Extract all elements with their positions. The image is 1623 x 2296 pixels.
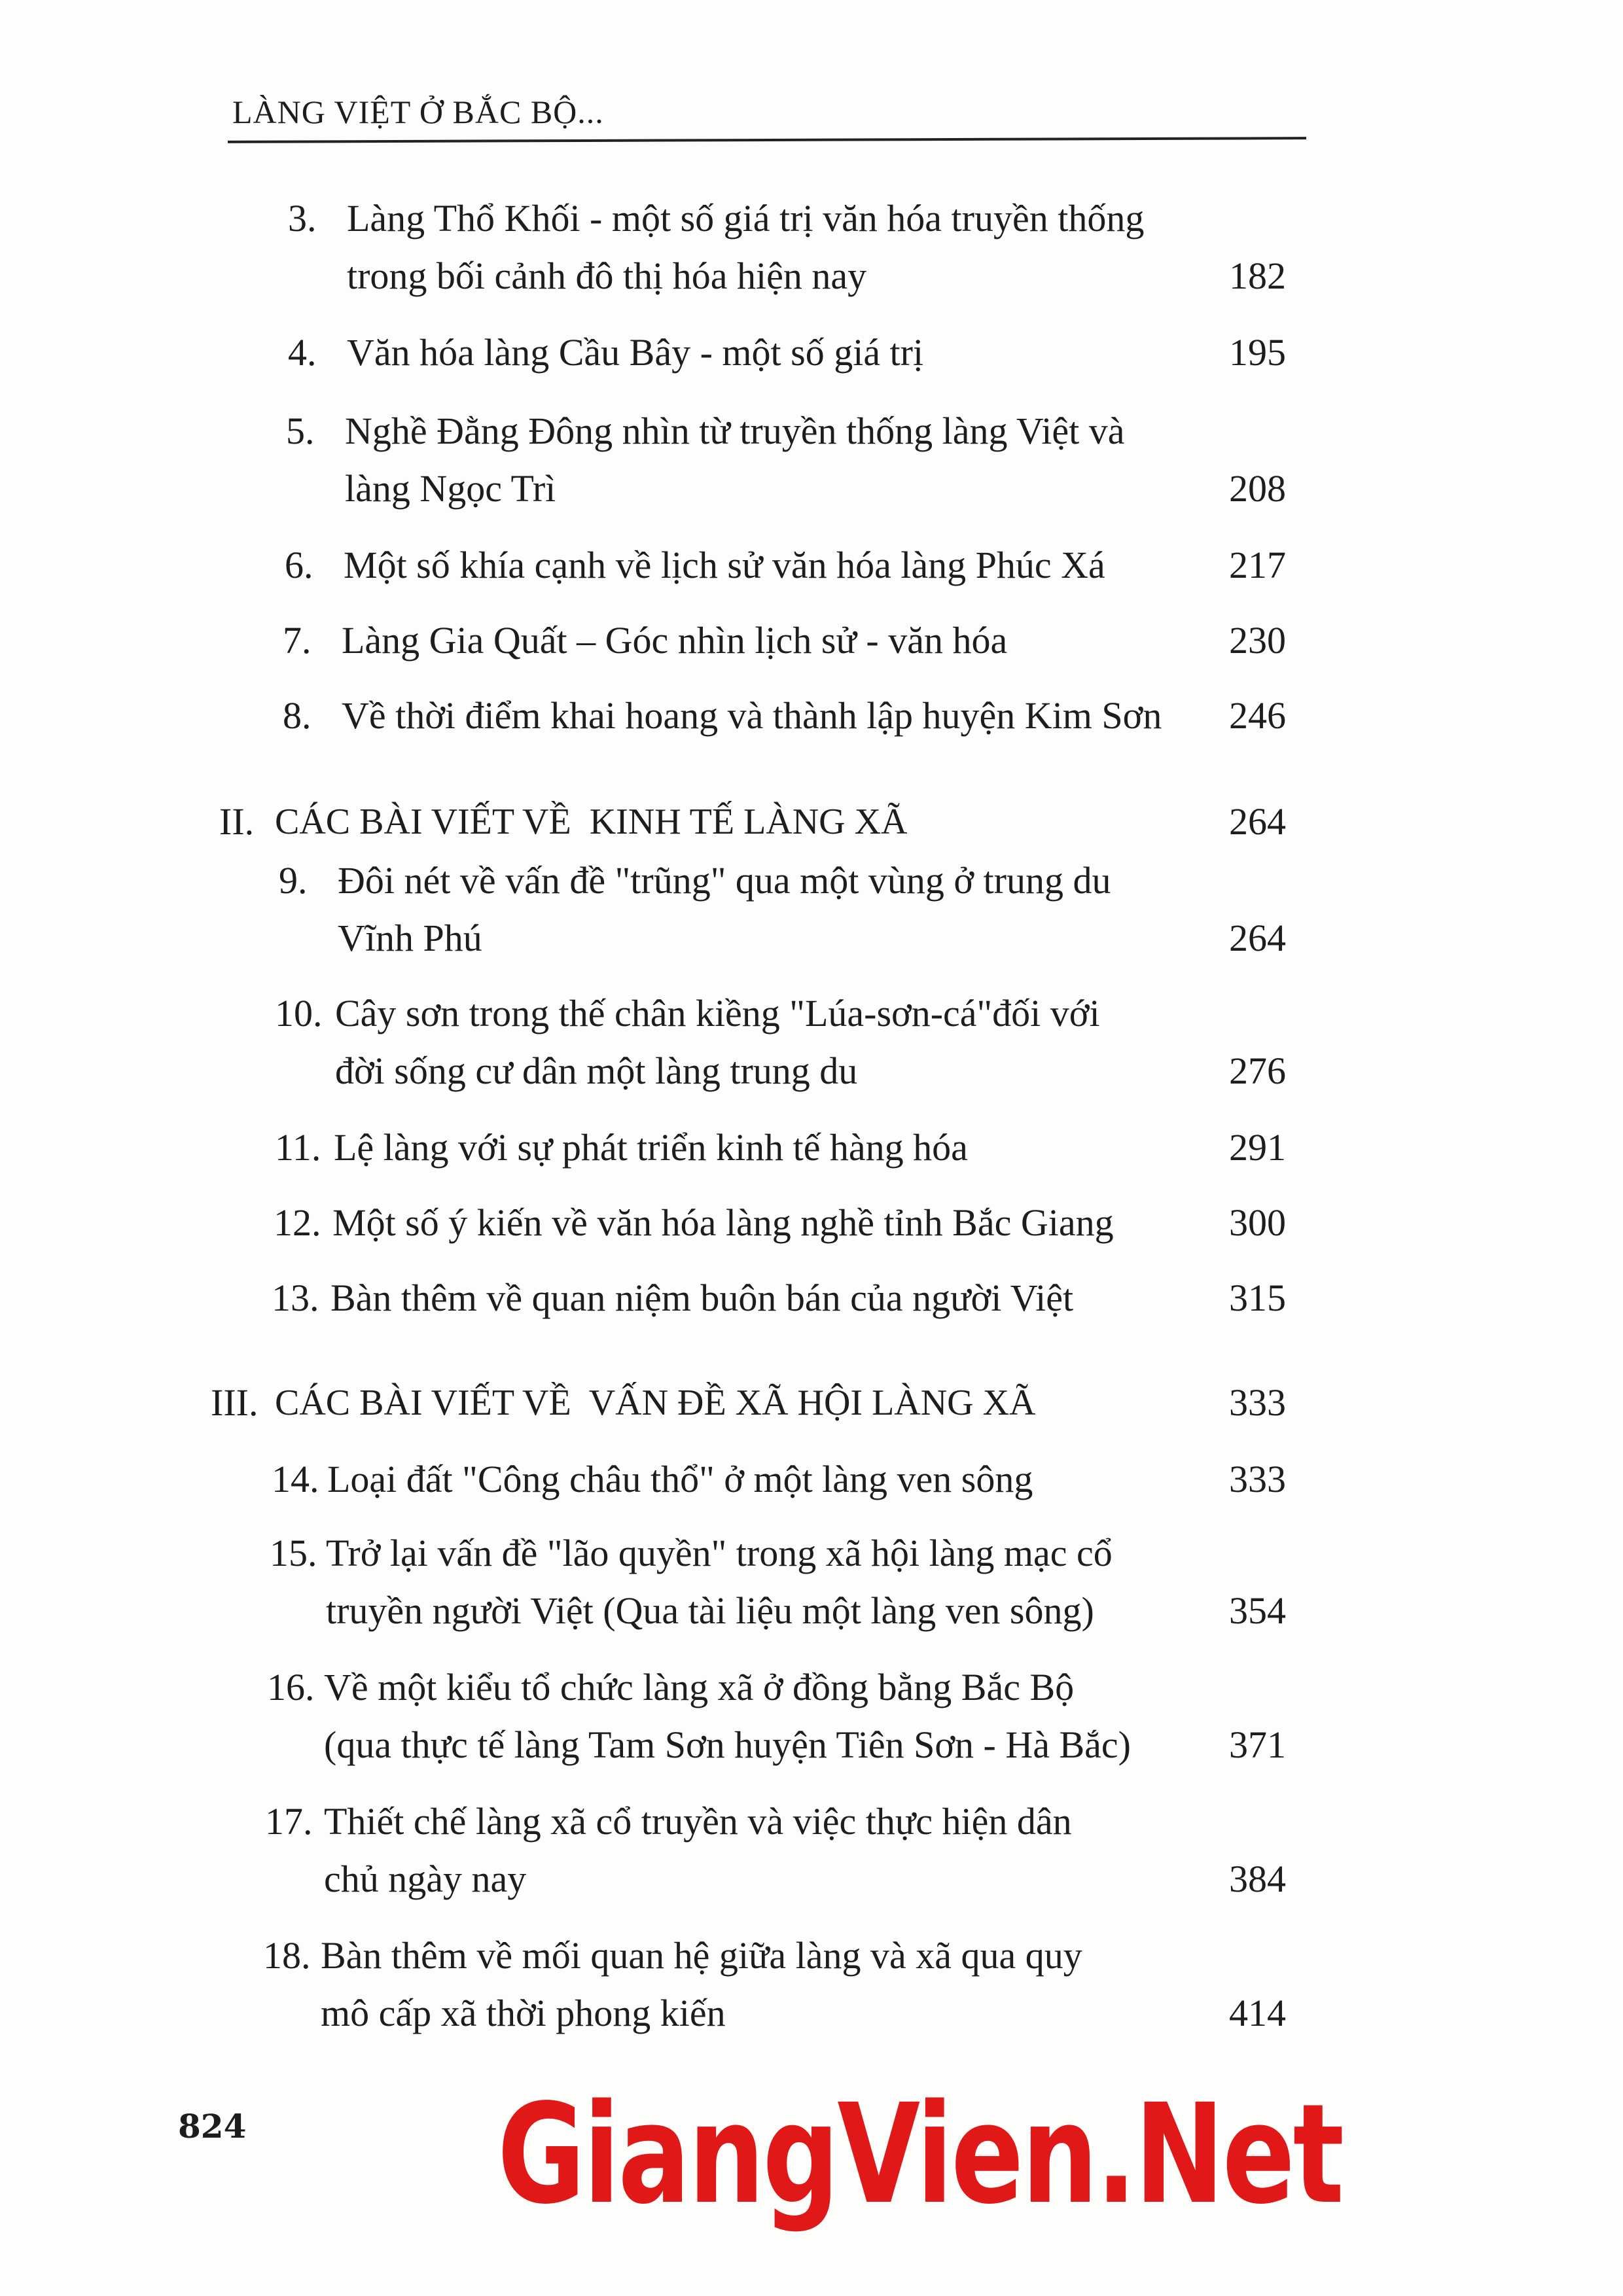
toc-entry-number: 17. bbox=[265, 1800, 313, 1843]
toc-entry-title-line: Văn hóa làng Cầu Bây - một số giá trị bbox=[347, 331, 924, 374]
toc-entry-title-line: Bàn thêm về quan niệm buôn bán của người Việt bbox=[330, 1277, 1074, 1319]
toc-entry-title-line: Về một kiểu tổ chức làng xã ở đồng bằng Bắc Bộ bbox=[324, 1666, 1075, 1708]
toc-entry-page: 333 bbox=[1229, 1458, 1286, 1500]
section-number: II. bbox=[219, 800, 255, 843]
toc-entry-title-line: làng Ngọc Trì bbox=[345, 467, 556, 510]
section-title: CÁC BÀI VIẾT VỀ VẤN ĐỀ XÃ HỘI LÀNG XÃ bbox=[275, 1383, 1036, 1423]
header-rule bbox=[228, 137, 1306, 143]
toc-entry-title-line: trong bối cảnh đô thị hóa hiện nay bbox=[347, 255, 867, 297]
toc-entry-title-line: đời sống cư dân một làng trung du bbox=[335, 1050, 858, 1092]
toc-entry-number: 18. bbox=[263, 1934, 311, 1977]
toc-entry-number: 3. bbox=[288, 197, 317, 239]
toc-entry-page: 354 bbox=[1229, 1589, 1286, 1632]
toc-entry-title-line: Lệ làng với sự phát triển kinh tế hàng hóa bbox=[334, 1126, 968, 1169]
toc-entry-page: 300 bbox=[1229, 1201, 1286, 1244]
toc-entry-title-line: (qua thực tế làng Tam Sơn huyện Tiên Sơn - Hà Bắc) bbox=[324, 1723, 1131, 1766]
toc-entry-page: 276 bbox=[1229, 1050, 1286, 1092]
toc-entry-number: 11. bbox=[275, 1126, 321, 1169]
toc-entry-title-line: Trở lại vấn đề "lão quyền" trong xã hội làng mạc cổ bbox=[326, 1532, 1113, 1574]
watermark-logo: GiangVien.Net bbox=[497, 2074, 1342, 2234]
toc-entry-number: 14. bbox=[272, 1458, 319, 1500]
toc-entry-title-line: Làng Gia Quất – Góc nhìn lịch sử - văn hóa bbox=[342, 619, 1008, 662]
toc-entry-number: 13. bbox=[272, 1277, 319, 1319]
toc-entry-number: 5. bbox=[286, 410, 315, 452]
toc-entry-number: 15. bbox=[270, 1532, 317, 1574]
toc-entry-number: 9. bbox=[279, 859, 308, 902]
toc-entry-number: 4. bbox=[288, 331, 317, 374]
toc-entry-page: 315 bbox=[1229, 1277, 1286, 1319]
toc-entry-title-line: Loại đất "Công châu thổ" ở một làng ven sông bbox=[327, 1458, 1033, 1500]
toc-entry-page: 182 bbox=[1229, 255, 1286, 297]
toc-entry-page: 384 bbox=[1229, 1858, 1286, 1900]
toc-entry-title-line: Cây sơn trong thế chân kiềng "Lúa-sơn-cá"đối với bbox=[335, 992, 1100, 1034]
toc-entry-title-line: Một số khía cạnh về lịch sử văn hóa làng Phúc Xá bbox=[344, 544, 1105, 586]
section-page: 333 bbox=[1229, 1381, 1286, 1424]
toc-entry-page: 246 bbox=[1229, 694, 1286, 737]
toc-entry-title-line: Vĩnh Phú bbox=[338, 917, 482, 959]
toc-entry-number: 8. bbox=[283, 694, 312, 737]
toc-entry-page: 371 bbox=[1229, 1723, 1286, 1766]
toc-entry-page: 414 bbox=[1229, 1992, 1286, 2034]
toc-entry-page: 230 bbox=[1229, 619, 1286, 662]
toc-entry-title-line: mô cấp xã thời phong kiến bbox=[321, 1992, 726, 2034]
toc-entry-title-line: chủ ngày nay bbox=[324, 1858, 527, 1900]
footer-page-number: 824 bbox=[178, 2107, 247, 2146]
section-page: 264 bbox=[1229, 800, 1286, 843]
toc-entry-page: 195 bbox=[1229, 331, 1286, 374]
toc-entry-title-line: Thiết chế làng xã cổ truyền và việc thực hiện dân bbox=[324, 1800, 1072, 1843]
toc-entry-number: 10. bbox=[275, 992, 323, 1034]
toc-entry-title-line: Nghề Đằng Đông nhìn từ truyền thống làng Việt và bbox=[345, 410, 1125, 452]
toc-entry-title-line: Làng Thổ Khối - một số giá trị văn hóa truyền thống bbox=[347, 197, 1145, 239]
toc-entry-page: 264 bbox=[1229, 917, 1286, 959]
toc-entry-number: 7. bbox=[283, 619, 312, 662]
toc-entry-number: 6. bbox=[285, 544, 313, 586]
toc-entry-title-line: Về thời điểm khai hoang và thành lập huyện Kim Sơn bbox=[342, 694, 1162, 737]
section-title: CÁC BÀI VIẾT VỀ KINH TẾ LÀNG XÃ bbox=[275, 802, 908, 842]
toc-entry-page: 217 bbox=[1229, 544, 1286, 586]
toc-entry-title-line: Một số ý kiến về văn hóa làng nghề tỉnh Bắc Giang bbox=[332, 1201, 1114, 1244]
toc-entry-number: 16. bbox=[267, 1666, 315, 1708]
toc-entry-number: 12. bbox=[274, 1201, 321, 1244]
toc-entry-page: 291 bbox=[1229, 1126, 1286, 1169]
section-number: III. bbox=[211, 1381, 259, 1424]
running-header: LÀNG VIỆT Ở BẮC BỘ... bbox=[232, 94, 604, 130]
toc-entry-title-line: Đôi nét về vấn đề "trũng" qua một vùng ở trung du bbox=[338, 859, 1111, 902]
toc-entry-title-line: Bàn thêm về mối quan hệ giữa làng và xã qua quy bbox=[321, 1934, 1082, 1977]
toc-entry-page: 208 bbox=[1229, 467, 1286, 510]
toc-entry-title-line: truyền người Việt (Qua tài liệu một làng ven sông) bbox=[326, 1589, 1094, 1632]
